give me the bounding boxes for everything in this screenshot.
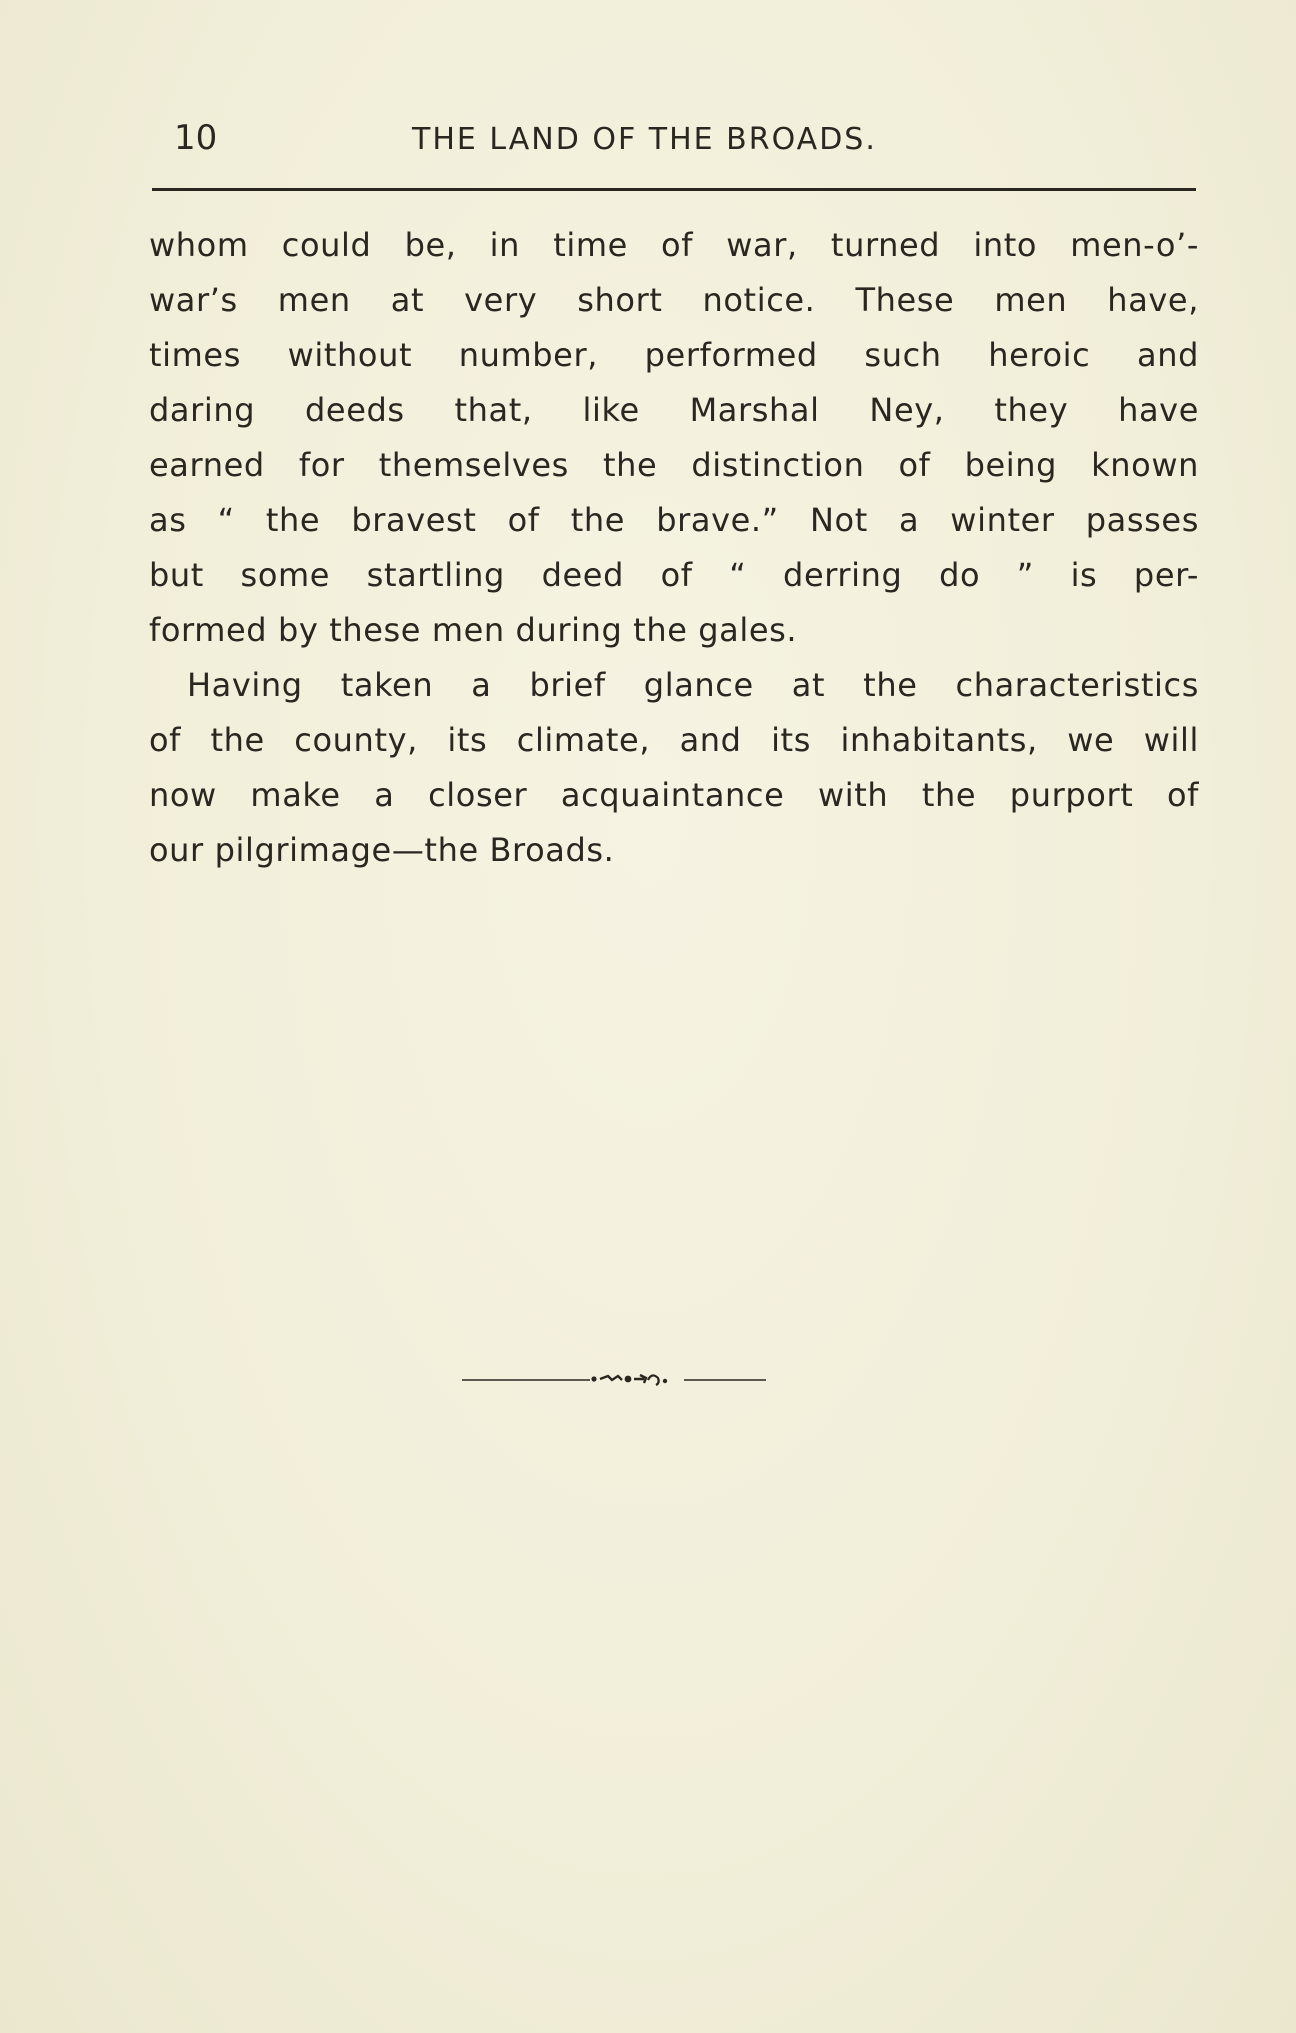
page-header <box>174 118 1199 168</box>
text-line: times without number, performed such heroic and <box>149 336 1199 374</box>
text-line: Having taken a brief glance at the characteristics <box>187 666 1199 704</box>
text-line: earned for themselves the distinction of being known <box>149 446 1199 484</box>
body-text <box>149 218 1199 878</box>
section-end-ornament <box>462 1368 864 1388</box>
text-line: our pilgrimage—the Broads. <box>149 831 615 869</box>
text-line: formed by these men during the gales. <box>149 611 798 649</box>
text-line: now make a closer acquaintance with the purport of <box>149 776 1199 814</box>
header-rule <box>152 188 1196 191</box>
running-title: THE LAND OF THE BROADS. <box>412 122 877 157</box>
text-line: war’s men at very short notice. These men have, <box>149 281 1199 319</box>
page-number: 10 <box>174 118 218 158</box>
text-line: daring deeds that, like Marshal Ney, they have <box>149 391 1199 429</box>
text-line: as “ the bravest of the brave.” Not a winter passes <box>149 501 1199 539</box>
text-line: whom could be, in time of war, turned into men-o’- <box>149 226 1199 264</box>
text-line: but some startling deed of “ derring do ” is per- <box>149 556 1199 594</box>
text-line: of the county, its climate, and its inhabitants, we will <box>149 721 1199 759</box>
